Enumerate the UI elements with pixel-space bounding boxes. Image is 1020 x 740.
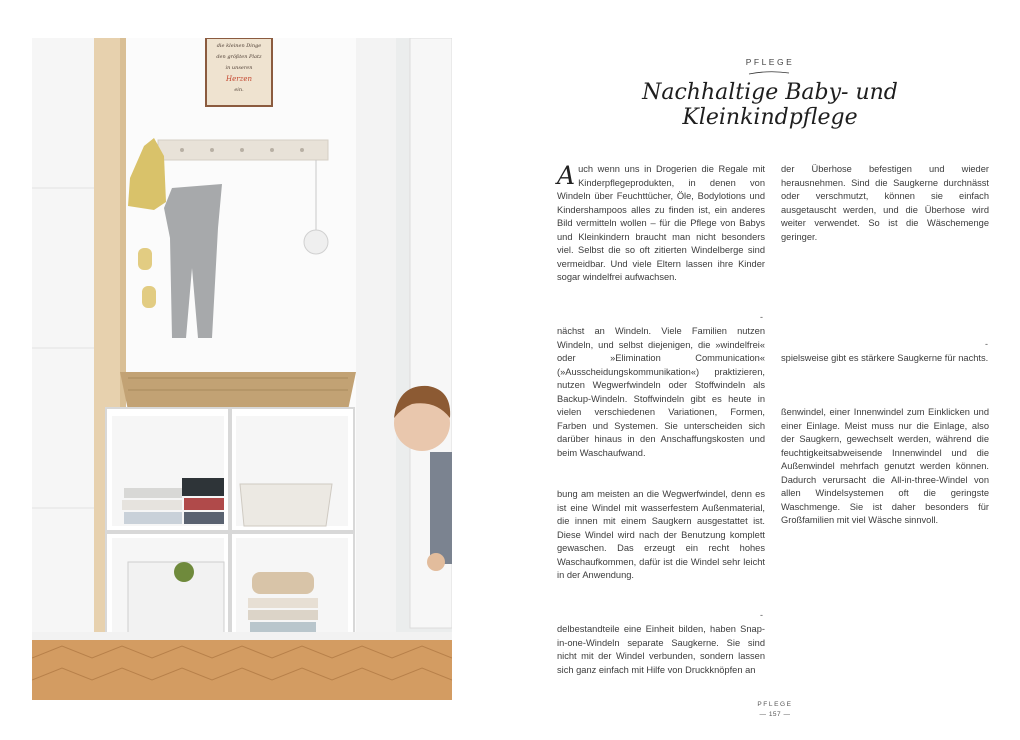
paragraph-saugkerne: spielsweise gibt es stärkere Saugkerne für nachts.: [781, 353, 989, 363]
separator-dash: -: [760, 610, 763, 620]
nursery-photo: [32, 38, 452, 700]
right-col-block-3: [781, 406, 989, 528]
separator-dash: -: [985, 339, 988, 349]
right-col-block-2: [781, 352, 989, 366]
sign-line-2: den größten Platz: [216, 54, 262, 60]
paragraph-intro: uch wenn uns in Drogerien die Regale mit Kinderpflegeprodukten, in denen von Windeln über Feuchttücher, Öle, Bodylotions und Kindershampoos alles zu finden ist, ein anderes Bild vermitteln wollen – für die Pflege von Babys und Kleinkindern braucht man nicht besonders viel. Selbst die so oft zitierten Windelberge sind vermeidbar. Und viele Eltern lassen ihre Kinder sogar windelfrei aufwachsen.: [557, 164, 765, 282]
sign-line-5: ein.: [234, 87, 244, 93]
paragraph-snap-in-one: delbestandteile eine Einheit bilden, haben Snap-in-one-Windeln separate Saugkerne. Sie sind nicht mit der Windel verbunden, sondern lassen sich ganz einfach mit Hilfe von Druckknöpfen an: [557, 624, 765, 675]
paragraph-all-in-one: bung am meisten an die Wegwerfwindel, denn es ist eine Windel mit wasserfestem Außenmaterial, die innen mit einem Saugkern ausgestattet ist. Diese Windel wird nach der Benutzung komplett gewaschen. Das erzeugt ein recht hohes Waschaufkommen, dafür ist die Windel sehr leicht in der Anwendung.: [557, 489, 765, 580]
footer-section: PFLEGE: [757, 701, 793, 708]
drop-cap: A: [557, 161, 576, 190]
left-col-block-3: [557, 488, 765, 583]
right-col-block-1: [781, 163, 989, 244]
sign-line-4: Herzen: [226, 75, 252, 83]
nursery-illustration: [32, 38, 452, 700]
page-footer: PFLEGE — 157 —: [740, 700, 810, 720]
swash-divider: [747, 70, 791, 76]
left-col-block-1: [557, 163, 765, 285]
page-title: Nachhaltige Baby- und Kleinkindpflege: [642, 80, 898, 130]
wall-sign: [206, 38, 272, 106]
sign-line-3: in unseren: [225, 65, 253, 71]
page-number: 157: [768, 711, 782, 718]
sign-line-1: die kleinen Dinge: [216, 43, 262, 49]
left-col-block-4: [557, 623, 765, 677]
paragraph-windeln: nächst an Windeln. Viele Familien nutzen Windeln, und selbst diejenigen, die »windelfrei« oder »Elimination Communication« (»Ausscheidungskommunikation«) praktizieren, nutzen Wegwerfwindeln oder Stoffwindeln als Backup-Windeln. Stoffwindeln gibt es heute in vielen verschiedenen Variationen, Formen, Farben und Systemen. Sie unterscheiden sich darüber hinaus in den Anschaffungskosten und beim Waschaufwand.: [557, 326, 765, 458]
section-label: PFLEGE: [745, 57, 795, 67]
left-col-block-2: [557, 325, 765, 460]
paragraph-all-in-three: ßenwindel, einer Innenwindel zum Einklicken und einer Einlage. Meist muss nur die Einlage, also der Saugkern, gewechselt werden, während die feuchtigkeitsabweisende Innenwindel und die Außenwindel mehrfach genutzt werden können. Dadurch verursacht die All-in-three-Windel von allen Windelsystemen oft die geringste Waschmenge. Sie ist daher besonders für Großfamilien mit viel Wäsche sinnvoll.: [781, 407, 989, 525]
separator-dash: -: [760, 312, 763, 322]
paragraph-ueberhose: der Überhose befestigen und wieder herausnehmen. Sind die Saugkerne durchnässt oder verschmutzt, können sie einfach ausgetauscht werden, und die Überhose wird weiter verwendet. So ist die Wäschemenge geringer.: [781, 164, 989, 242]
